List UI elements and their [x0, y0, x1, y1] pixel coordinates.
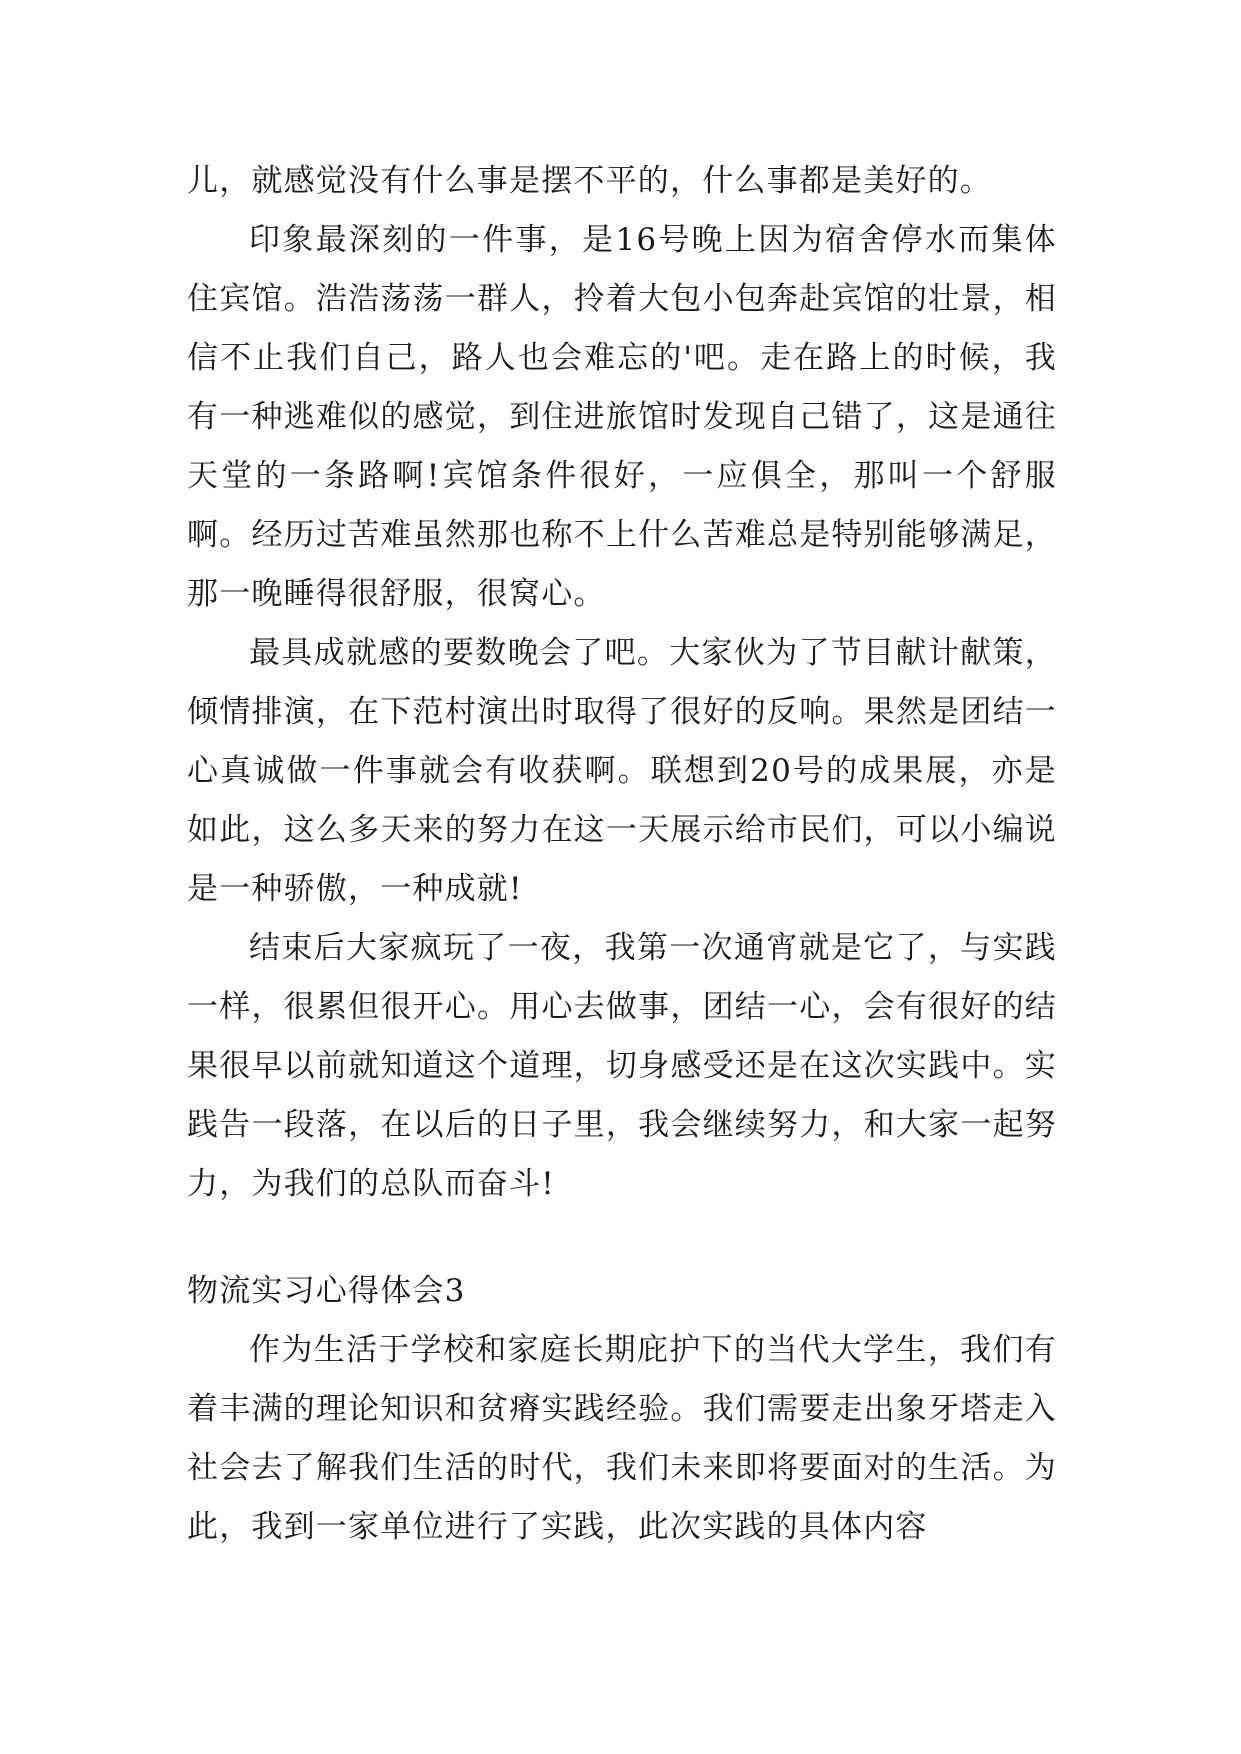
- body-text-bottom: [187, 1321, 1057, 1557]
- paragraph-hotel-story: 印象最深刻的一件事，是16号晚上因为宿舍停水而集体住宾馆。浩浩荡荡一群人，拎着大包小包奔赴宾馆的壮景，相信不止我们自己，路人也会难忘的'吧。走在路上的时候，我有一种逃难似的感觉，到住进旅馆时发现自己错了，这是通往天堂的一条路啊!宾馆条件很好，一应俱全，那叫一个舒服啊。经历过苦难虽然那也称不上什么苦难总是特别能够满足，那一晚睡得很舒服，很窝心。: [187, 222, 1057, 612]
- paragraph-conclusion: 结束后大家疯玩了一夜，我第一次通宵就是它了，与实践一样，很累但很开心。用心去做事，团结一心，会有很好的结果很早以前就知道这个道理，切身感受还是在这次实践中。实践告一段落，在以后的日子里，我会继续努力，和大家一起努力，为我们的总队而奋斗!: [187, 930, 1057, 1202]
- paragraph-evening-show: 最具成就感的要数晚会了吧。大家伙为了节目献计献策，倾情排演，在下范村演出时取得了很好的反响。果然是团结一心真诚做一件事就会有收获啊。联想到20号的成果展，亦是如此，这么多天来的努力在这一天展示给市民们，可以小编说是一种骄傲，一种成就!: [187, 635, 1057, 907]
- body-text-top: [187, 152, 1057, 1214]
- paragraph-intro: 作为生活于学校和家庭长期庇护下的当代大学生，我们有着丰满的理论知识和贫瘠实践经验。我们需要走出象牙塔走入社会去了解我们生活的时代，我们未来即将要面对的生活。为此，我到一家单位进行了实践，此次实践的具体内容: [187, 1332, 1057, 1545]
- section-title: 物流实习心得体会3: [187, 1273, 466, 1309]
- paragraph-continuation: 儿，就感觉没有什么事是摆不平的，什么事都是美好的。: [187, 163, 992, 199]
